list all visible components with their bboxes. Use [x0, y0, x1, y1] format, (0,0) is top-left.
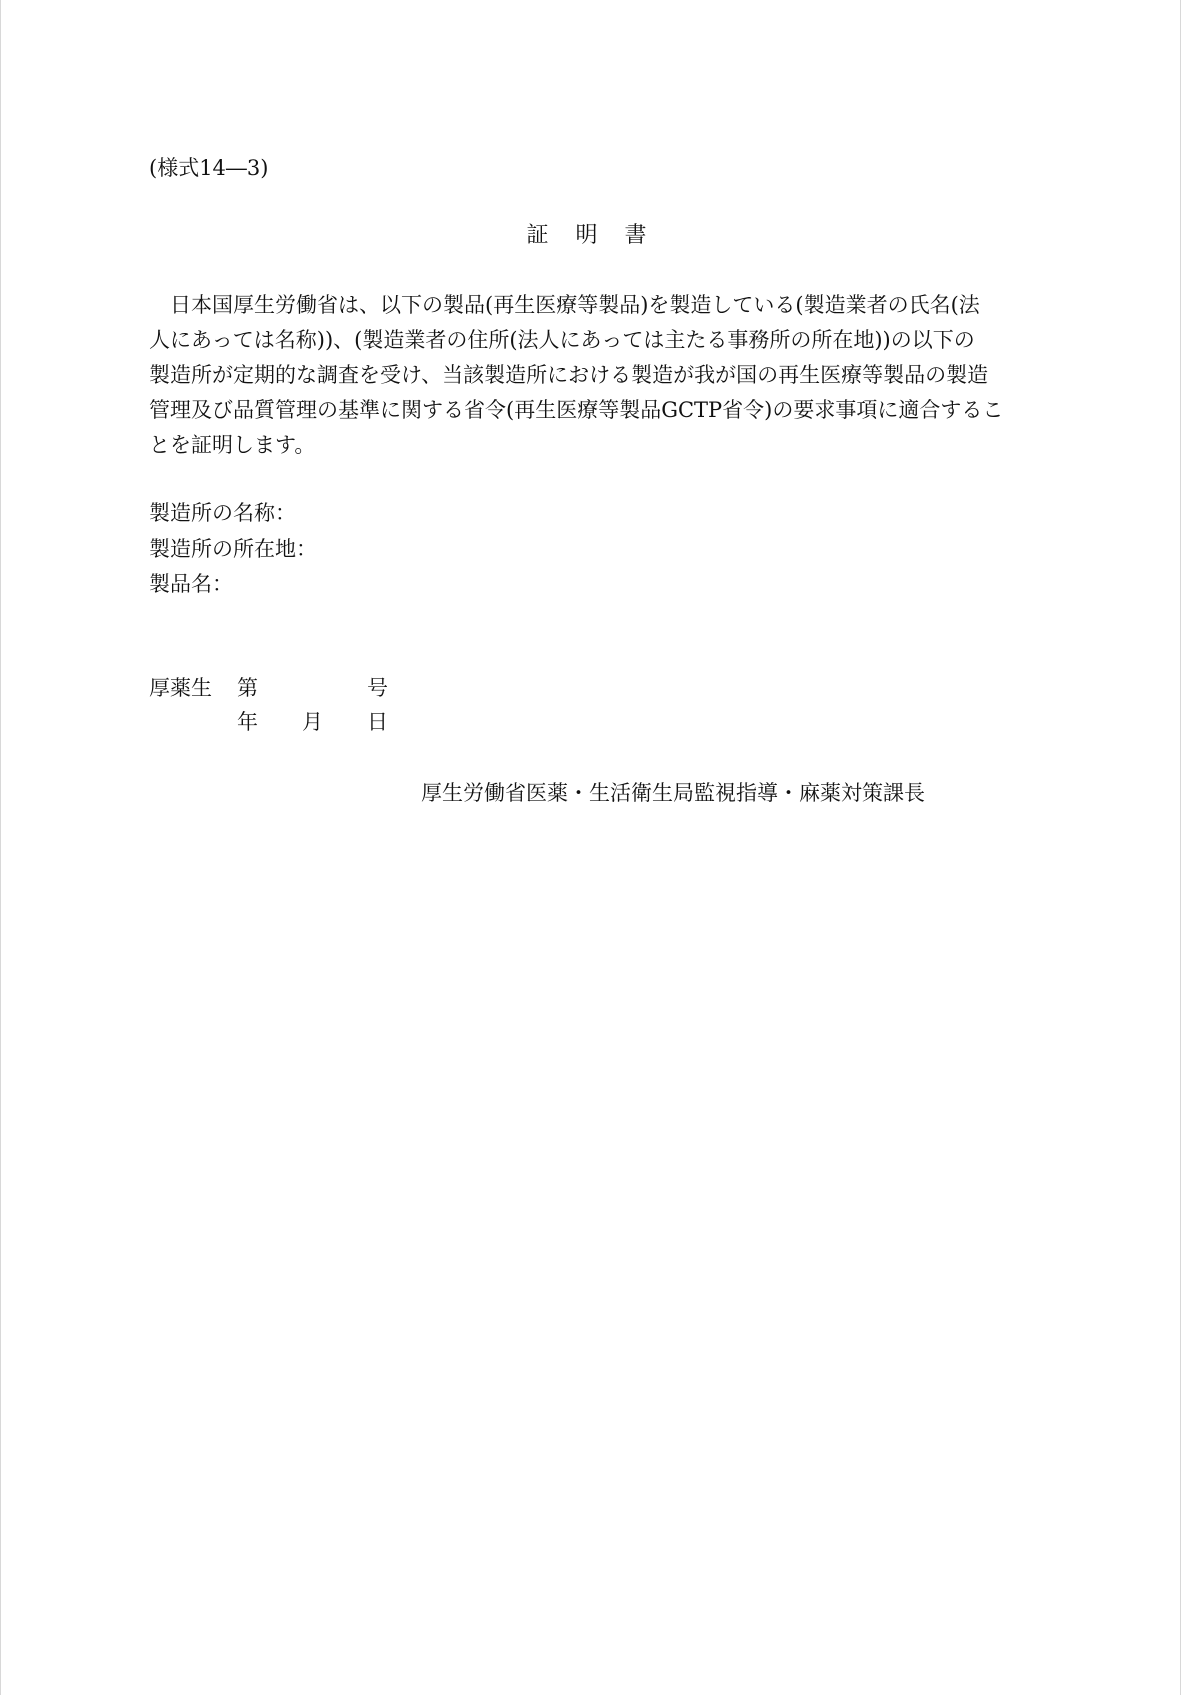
body-line: 製造所が定期的な調査を受け、当該製造所における製造が我が国の再生医療等製品の製造 [149, 363, 989, 387]
facility-address-label: 製造所の所在地： [149, 537, 317, 561]
certification-body [149, 288, 1035, 463]
date-day: 日 [367, 710, 388, 734]
product-name-label: 製品名： [149, 572, 233, 596]
date-month: 月 [302, 710, 323, 734]
document-title: 証 明 書 [526, 223, 657, 248]
reference-prefix: 厚薬生 [149, 676, 212, 700]
facility-name-label: 製造所の名称： [149, 501, 296, 525]
body-line: 日本国厚生労働省は、以下の製品(再生医療等製品)を製造している(製造業者の氏名(法 [149, 293, 980, 317]
body-line: とを証明します。 [149, 433, 316, 457]
reference-dai: 第 [237, 676, 258, 700]
date-year: 年 [237, 710, 258, 734]
form-number: (様式14―3) [149, 156, 269, 180]
reference-go: 号 [367, 676, 388, 700]
body-line: 人にあっては名称))、(製造業者の住所(法人にあっては主たる事務所の所在地))の以下の [149, 328, 975, 352]
issuer-name: 厚生労働省医薬・生活衛生局監視指導・麻薬対策課長 [421, 781, 925, 805]
body-line: 管理及び品質管理の基準に関する省令(再生医療等製品GCTP省令)の要求事項に適合するこ [149, 398, 1004, 422]
